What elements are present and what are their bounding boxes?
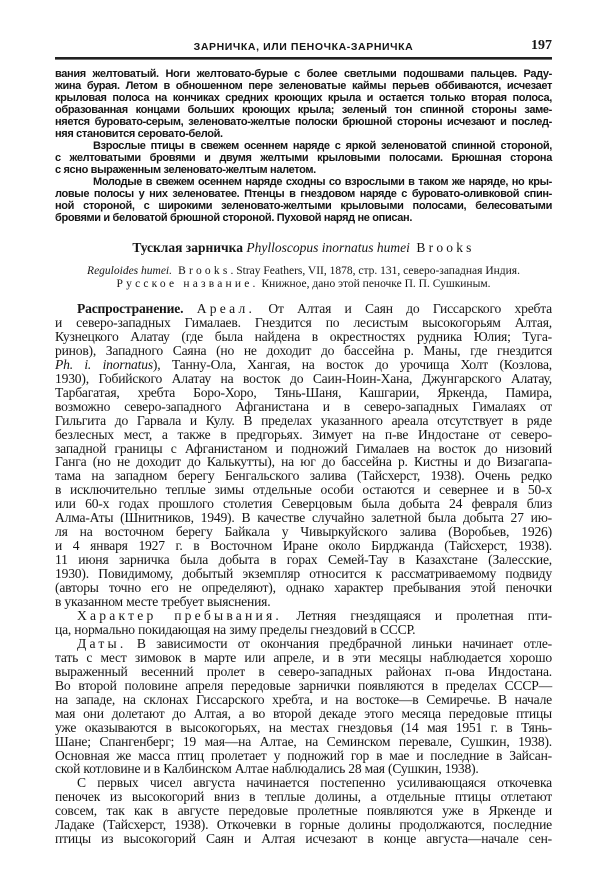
text-line: Гильгита до Гарвала и Кулу. В пределах указанного ареала отсутствует в ряде bbox=[55, 412, 552, 428]
text-line: Ладаке (Тайсхерст, 1938). Откочевки в горные долины продолжаются, последние bbox=[55, 817, 552, 833]
text-line: ной стороной, с широкими зеленовато-желтыми крыловыми полосами, белесоватыми bbox=[55, 200, 552, 212]
text-line: и северо-западных Гималаев. Гнездится по лесистым высокогорьям Алтая, bbox=[55, 314, 552, 330]
text-line bbox=[55, 302, 552, 316]
text-line bbox=[55, 637, 552, 651]
text-line: на западе, на склонах Гиссарского хребта, и на востоке—в Семиречье. В начале bbox=[55, 691, 552, 707]
text-line: безлесных мест, а также в предгорьях. Зимует на п-ве Индостане от северо- bbox=[55, 426, 552, 442]
text-line: няется буровато-серым, зеленовато-желтые полоски брюшной стороны исчезают и послед- bbox=[55, 116, 552, 128]
spaced-text: Характер пребывания. bbox=[77, 607, 283, 623]
text-line: мая они долетают до Алтая, а во второй декаде этого месяца передовые птицы bbox=[55, 705, 552, 721]
running-title: ЗАРНИЧКА, ИЛИ ПЕНОЧКА-ЗАРНИЧКА bbox=[193, 41, 414, 53]
spaced-text: Даты. bbox=[77, 635, 127, 651]
text-line: пеночек из высокогорий вниз в теплые долины, а отдельные птицы отлетают bbox=[55, 789, 552, 805]
text-line: ловые полосы у них зеленоватее. Птенцы в гнездовом наряде с буровато-оливковой спин- bbox=[55, 188, 552, 200]
text-line: возможно северо-западного Афганистана и в северо-западных Гималаях от bbox=[55, 398, 552, 414]
text-line: Молодые в свежем осеннем наряде сходны со взрослыми в таком же наряде, но кры- bbox=[93, 176, 552, 188]
italic-text: Reguloides humei. bbox=[87, 265, 172, 277]
text-line: тать с мест зимовок в марте или апреле, и в эти месяцы наблюдается хорошо bbox=[55, 649, 552, 665]
spaced-text: Ареал. bbox=[196, 301, 256, 316]
spaced-text: Brooks bbox=[409, 240, 475, 255]
text-line: образованная концами больших кроющих крыла; зеленый тон спинной стороны заме- bbox=[55, 104, 552, 116]
text-line: птицы из высокогорий Саян и Алтая исчезают в конце августа—начале сен- bbox=[55, 831, 552, 847]
text-line: ца, нормально покидающая на зиму пределы гнездовий в СССР. bbox=[55, 621, 416, 637]
text-line: ской котловине и в Калбинском Алтае наблюдались 28 мая (Сушкин, 1938). bbox=[55, 761, 479, 777]
synonymy-block bbox=[55, 265, 552, 291]
main-text bbox=[55, 302, 552, 846]
text-line: Кузнецкого Алатау (где была найдена в окрестностях рудника Юлия; Туга- bbox=[55, 328, 552, 344]
text-line: Основная же масса птиц пролетает у подножий гор в мае и последние в Зайсан- bbox=[55, 747, 552, 763]
text-segment: . Stray Feathers, VII, 1878, стр. 131, северо-западная Индия. bbox=[230, 265, 520, 277]
text-segment: В зависимости от окончания предбрачной линьки начинает отле- bbox=[126, 635, 552, 651]
russian-name bbox=[55, 278, 552, 291]
italic-text: Ph. i. inornatus bbox=[55, 356, 153, 372]
spaced-text: Русское название. bbox=[116, 278, 259, 290]
text-line: западной границы с Афганистаном и подножий Гималаев на восток до низовий bbox=[55, 440, 552, 456]
page-number: 197 bbox=[531, 38, 552, 53]
text-segment bbox=[183, 301, 196, 316]
text-segment: ), Танну-Ола, Хангая, на восток до урочища Холт (Козлова, bbox=[152, 356, 552, 372]
text-line: выраженный весенний пролет в северо-западных районах п-ова Индостана. bbox=[55, 663, 552, 679]
header-rule bbox=[55, 57, 552, 60]
text-line: в исключительно теплые зимы отдельные особи остаются и севернее и в 50-х bbox=[55, 482, 552, 498]
plumage-description bbox=[55, 68, 552, 224]
running-header bbox=[55, 38, 552, 54]
italic-text: Phylloscopus inornatus humei bbox=[246, 240, 410, 255]
text-line: Взрослые птицы в свежем осеннем наряде с яркой зеленоватой спинной стороной, bbox=[93, 140, 552, 152]
text-line bbox=[55, 358, 552, 372]
bold-text: Распространение. bbox=[77, 301, 184, 316]
text-line: Во второй половине апреля передовые зарнички появляются в пределах СССР— bbox=[55, 677, 552, 693]
species-heading bbox=[55, 240, 552, 256]
text-line: совсем, так как в августе передовые пролетные появляются уже в Яркенде и bbox=[55, 803, 552, 819]
text-line: жина бурая. Летом в обношенном пере зеленоватые каймы перьев оббиваются, исчезает bbox=[55, 80, 552, 92]
text-line: бровями и беловатой брюшной стороной. Пуховой наряд не описан. bbox=[55, 212, 413, 224]
bold-text: Тусклая зарничка bbox=[132, 240, 247, 255]
text-line: С первых чисел августа начинается постепенно усиливающаяся откочевка bbox=[77, 775, 552, 791]
text-segment: Летняя гнездящаяся и пролетная пти- bbox=[282, 607, 552, 623]
text-line: уже оказываются в высокогорьях, на местах гнездовья (14 мая 1951 г. в Тянь- bbox=[55, 719, 552, 735]
text-line: Тарбагатая, хребта Боро-Хоро, Тянь-Шаня, Кашгарии, Яркенда, Памира, bbox=[55, 384, 552, 400]
text-line: с ясно выраженным зеленовато-желтым налетом. bbox=[55, 164, 316, 176]
text-line: ринов), Западного Саяна (но не доходит до бассейна р. Маны, где гнездится bbox=[55, 342, 552, 358]
text-segment: От Алтая и Саян до Гиссарского хребта bbox=[255, 301, 552, 316]
text-line: Алма-Аты (Шнитников, 1949). В качестве случайно залетной была добыта 27 ию- bbox=[55, 510, 552, 526]
text-line: или 60-х годах прошлого столетия Северцовым была добыта 24 февраля близ bbox=[55, 496, 552, 512]
text-line bbox=[55, 609, 552, 623]
text-line: вания желтоватый. Ноги желтовато-бурые с более светлыми подошвами пальцев. Раду- bbox=[55, 68, 552, 80]
text-line: 1930), Гобийского Алатау на восток до Саин-Ноин-Хана, Джунгарского Алатау, bbox=[55, 370, 552, 386]
text-line: с желтоватыми бровями и двумя желтыми крыловыми полосами. Брюшная сторона bbox=[55, 152, 552, 164]
text-line: и 4 января 1927 г. в Восточном Иране около Бирджанда (Тайсхерст, 1938). bbox=[55, 538, 552, 554]
spaced-text: Brooks bbox=[172, 265, 231, 277]
text-line: няя становится серовато-белой. bbox=[55, 128, 223, 140]
original-description bbox=[55, 265, 552, 278]
species-title bbox=[55, 240, 552, 256]
text-line: 11 июня зарничка была добыта в горах Семей-Тау в Казахстане (Залесские, bbox=[55, 552, 552, 568]
text-line: в указанном месте требует выяснения. bbox=[55, 594, 271, 610]
text-line: 1930). Повидимому, добытый экземпляр относится к рассматриваемому подвиду bbox=[55, 566, 552, 582]
text-line: (авторы точно его не определяют), однако характер пребывания этой пеночки bbox=[55, 580, 552, 596]
text-line: ля на восточном берегу Байкала у Чивыркуйского залива (Воробьев, 1926) bbox=[55, 524, 552, 540]
text-line: Шане; Спангенберг; 19 мая—на Алтае, на Семинском перевале, Сушкин, 1938). bbox=[55, 733, 552, 749]
text-line: Ганга (но не доходит до Калькутты), на юг до бассейна р. Кистны и до Визагапа- bbox=[55, 454, 552, 470]
text-line: тама на западном берегу Бенгальского залива (Тайсхерст, 1938). Очень редко bbox=[55, 468, 552, 484]
text-line: крыловая полоса на кончиках средних кроющих крыла и остается только вторая полоса, bbox=[55, 92, 552, 104]
text-segment: Книжное, дано этой пеночке П. П. Сушкиным. bbox=[258, 278, 491, 290]
